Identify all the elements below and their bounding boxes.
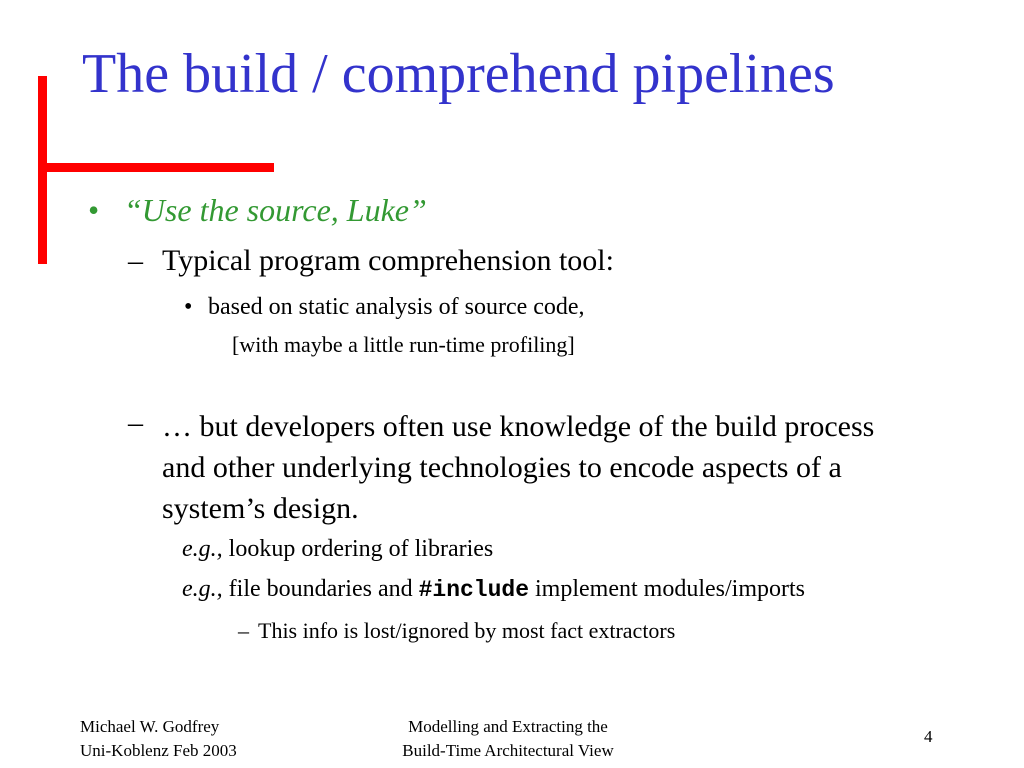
subpoint-build-knowledge: … but developers often use knowledge of the build process and other underlying technologies to encode aspects of a system’s design. bbox=[162, 410, 875, 525]
dash-icon: – bbox=[128, 244, 143, 277]
bullet-icon: • bbox=[88, 192, 100, 228]
example-prefix: e.g., bbox=[182, 576, 223, 602]
footer-talk-title bbox=[384, 715, 632, 763]
bullet-icon: • bbox=[184, 294, 193, 320]
example-text-after: implement modules/imports bbox=[529, 576, 805, 602]
subpoint-comprehension-tool: Typical program comprehension tool: bbox=[162, 244, 614, 277]
dash-icon: – bbox=[128, 406, 143, 439]
point-static-analysis: based on static analysis of source code, bbox=[208, 294, 585, 320]
example-prefix: e.g., bbox=[182, 536, 223, 562]
example-text: lookup ordering of libraries bbox=[222, 536, 494, 562]
example-file-boundaries bbox=[182, 576, 805, 604]
footer-author: Michael W. Godfrey bbox=[80, 717, 220, 736]
subpoint-info-lost: This info is lost/ignored by most fact extractors bbox=[258, 618, 676, 643]
example-library-ordering bbox=[182, 536, 493, 564]
footer-talk-line1: Modelling and Extracting the bbox=[408, 717, 608, 736]
include-code: #include bbox=[418, 577, 530, 603]
footer-talk-line2: Build-Time Architectural View bbox=[402, 741, 614, 760]
page-number: 4 bbox=[924, 727, 933, 746]
note-runtime-profiling: [with maybe a little run-time profiling] bbox=[232, 332, 575, 357]
slide-title: The build / comprehend pipelines bbox=[82, 43, 835, 105]
accent-bar-horizontal bbox=[38, 163, 274, 172]
footer-venue: Uni-Koblenz Feb 2003 bbox=[80, 741, 237, 760]
dash-icon: – bbox=[238, 618, 249, 643]
example-text-before: file boundaries and bbox=[222, 576, 419, 602]
footer-author-block bbox=[80, 715, 237, 763]
quote-text: “Use the source, Luke” bbox=[124, 192, 427, 228]
